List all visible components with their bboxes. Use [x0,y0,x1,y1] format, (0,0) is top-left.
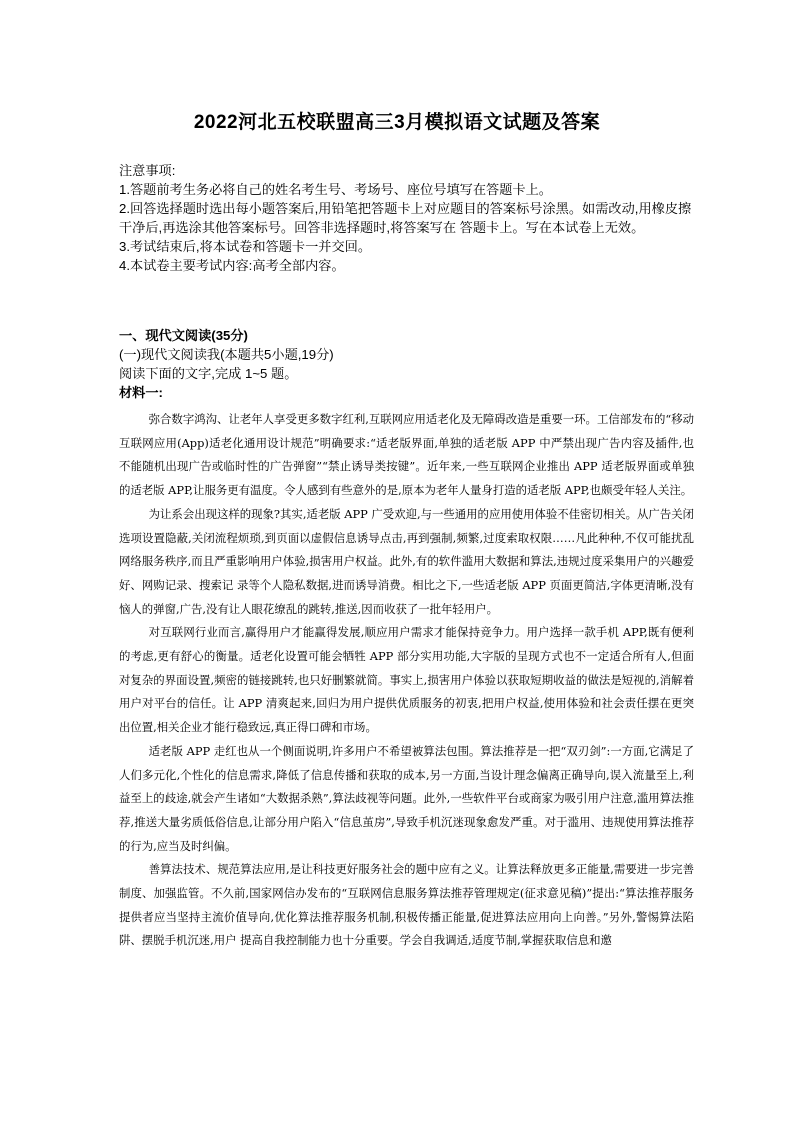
paragraph-3: 对互联网行业而言,赢得用户才能赢得发展,顺应用户需求才能保持竞争力。用户选择一款手机 APP,既有便利的考虑,更有舒心的衡量。适老化设置可能会牺牲 APP 部分实用功能,大字版的呈现方式也不一定适合所有人,但面对复杂的界面设置,频密的链接跳转,也只好删繁就简。事实上,损害用户体验以获取短期收益的做法是短视的,消解着用户对平台的信任。让 APP 清爽起来,回归为用户提供优质服务的初衷,把用户权益,使用体验和社会责任摆在更突出位置,相关企业才能行稳致远,真正得口碑和市场。 [119,625,694,735]
paragraph-4: 适老版 APP 走红也从一个侧面说明,许多用户不希望被算法包围。算法推荐是一把“双刃剑”:一方面,它满足了人们多元化,个性化的信息需求,降低了信息传播和获取的成本,另一方面,当设计理念偏离正确导向,误入流量至上,利益至上的歧途,就会产生诸如“大数据杀熟”,算法歧视等问题。此外,一些软件平台或商家为吸引用户注意,滥用算法推荐,推送大量劣质低俗信息,让部分用户陷入“信息茧房”,导致手机沉迷现象愈发严重。对于滥用、违规使用算法推荐的行为,应当及时纠偏。 [119,743,694,853]
notes-heading: 注意事项: [119,163,176,178]
material-label: 材料一: [119,385,163,400]
paragraph-5: 善算法技术、规范算法应用,是让科技更好服务社会的题中应有之义。让算法释放更多正能量,需要进一步完善制度、加强监管。不久前,国家网信办发布的“互联网信息服务算法推荐管理规定(征求意见稿)”提出:“算法推荐服务提供者应当坚持主流价值导向,优化算法推荐服务机制,积极传播正能量,促进算法应用向上向善。”另外,警惕算法陷阱、摆脱手机沉迷,用户 提高自我控制能力也十分重要。学会自我调适,适度节制,掌握获取信息和邀 [119,862,694,948]
section-header-block [119,326,694,402]
note-item-2: 2.回答选择题时选出每小题答案后,用铅笔把答题卡上对应题目的答案标号涂黑。如需改动,用橡皮擦干净后,再选涂其他答案标号。回答非选择题时,将答案写在 答题卡上。写在本试卷上无效。 [119,201,692,235]
notes-block [119,161,694,275]
note-item-1: 1.答题前考生务必将自己的姓名考生号、考场号、座位号填写在答题卡上。 [119,182,552,197]
material-body [119,408,694,953]
section-instruction: 阅读下面的文字,完成 1~5 题。 [119,366,298,381]
paragraph-2: 为让系会出现这样的现象?其实,适老版 APP 广受欢迎,与一些通用的应用使用体验不佳密切相关。从广告关闭选项设置隐蔽,关闭流程烦琐,到页面以虚假信息诱导点击,再到强制,频繁,过度索取权限……凡此种种,不仅可能扰乱网络服务秩序,而且严重影响用户体验,损害用户权益。此外,有的软件滥用大数据和算法,违规过度采集用户的兴趣爱好、网购记录、搜索记 录等个人隐私数据,进而诱导消费。相比之下,一些适老版 APP 页面更简洁,字体更清晰,没有恼人的弹窗,广告,没有让人眼花缭乱的跳转,推送,因而收获了一批年轻用户。 [119,506,694,616]
note-item-3: 3.考试结束后,将本试卷和答题卡一并交回。 [119,239,372,254]
note-item-4: 4.本试卷主要考试内容:高考全部内容。 [119,258,345,273]
document-title: 2022河北五校联盟高三3月模拟语文试题及答案 [193,112,601,133]
paragraph-1: 弥合数字鸿沟、让老年人享受更多数字红利,互联网应用适老化及无障碍改造是重要一环。工信部发布的“移动互联网应用(App)适老化通用设计规范”明确要求:“适老版界面,单独的适老版 APP 中严禁出现广告内容及插件,也不能随机出现广告或临时性的广告弹窗”“禁止诱导类按键”。近年来,一些互联网企业推出 APP 适老版界面或单独的适老版 APP,让服务更有温度。令人感到有些意外的是,原本为老年人量身打造的适老版 APP,也颇受年轻人关注。 [119,412,694,498]
section-heading: 一、现代文阅读(35分) [119,328,248,343]
section-subheading: (一)现代文阅读我(本题共5小题,19分) [119,347,334,362]
